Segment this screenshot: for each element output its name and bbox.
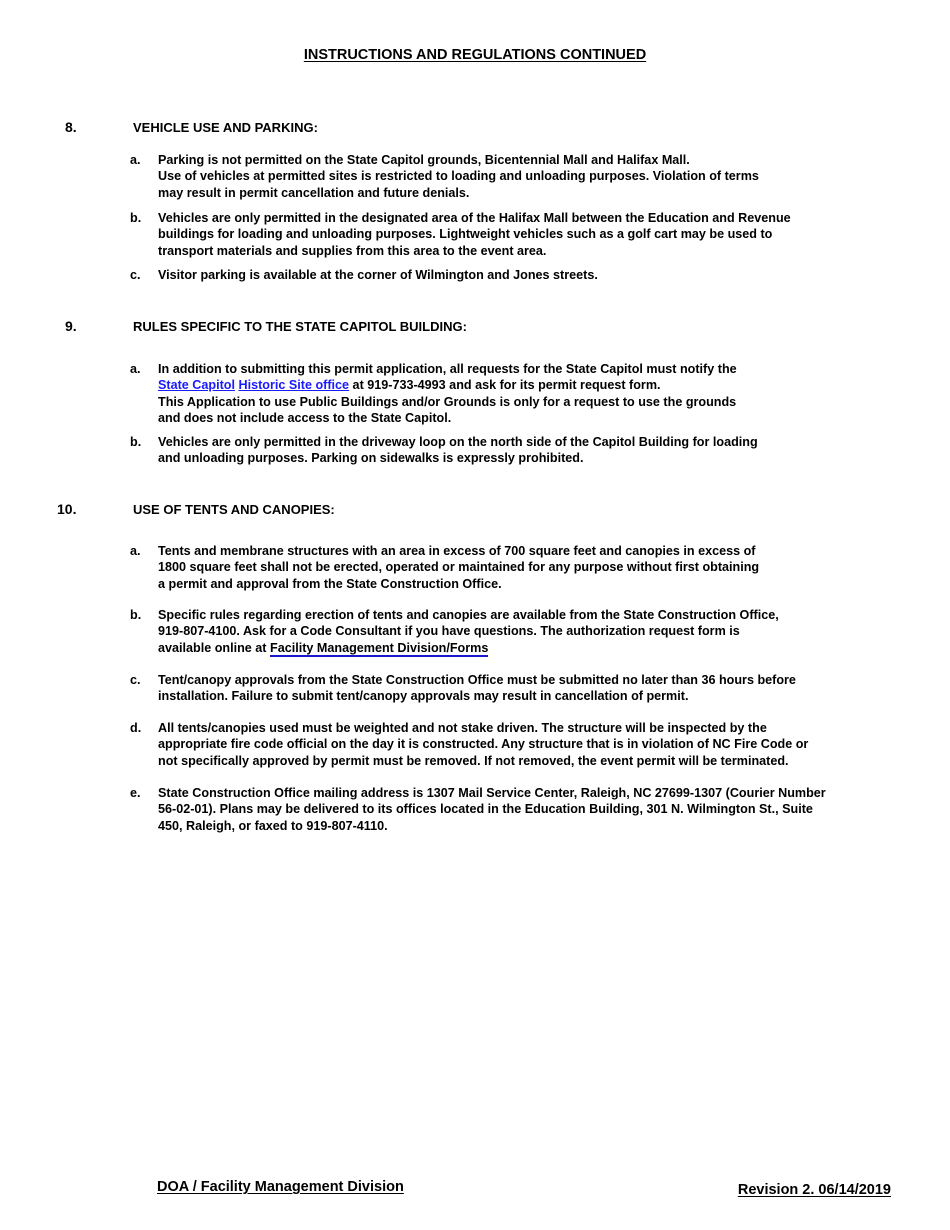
item-line: Visitor parking is available at the corner of Wilmington and Jones streets. xyxy=(158,268,598,282)
section-heading-state-capitol: RULES SPECIFIC TO THE STATE CAPITOL BUILDING: xyxy=(133,319,467,334)
footer-division: DOA / Facility Management Division xyxy=(157,1179,404,1195)
item-letter: a. xyxy=(130,362,141,376)
item-line: Tents and membrane structures with an area in excess of 700 square feet and canopies in excess of xyxy=(158,544,756,558)
historic-site-office-link[interactable]: Historic Site office xyxy=(238,378,350,393)
item-line: may result in permit cancellation and future denials. xyxy=(158,185,470,200)
item-letter: c. xyxy=(130,673,141,687)
section-heading-tents-canopies: USE OF TENTS AND CANOPIES: xyxy=(133,502,335,517)
item-line: Specific rules regarding erection of tents and canopies are available from the State Construction Office, xyxy=(158,608,779,622)
item-line-prefix: available online at xyxy=(158,640,270,655)
item-letter: b. xyxy=(130,211,142,225)
item-letter: b. xyxy=(130,608,142,622)
item-line: State Construction Office mailing address is 1307 Mail Service Center, Raleigh, NC 27699-1307 (Courier Number xyxy=(158,786,826,800)
section-heading-vehicle-use: VEHICLE USE AND PARKING: xyxy=(133,120,318,135)
item-line: 1800 square feet shall not be erected, operated or maintained for any purpose without first obtaining xyxy=(158,560,760,575)
item-line: a permit and approval from the State Construction Office. xyxy=(158,576,502,591)
item-line-with-link xyxy=(158,640,779,656)
item-line-rest: at 919-733-4993 and ask for its permit request form. xyxy=(349,378,661,393)
item-line: In addition to submitting this permit application, all requests for the State Capitol must notify the xyxy=(158,362,737,376)
item-line: 56-02-01). Plans may be delivered to its offices located in the Education Building, 301 N. Wilmington St., Suite xyxy=(158,802,813,817)
state-capitol-link[interactable]: State Capitol xyxy=(158,378,235,393)
item-line: transport materials and supplies from this area to the event area. xyxy=(158,243,547,258)
item-line: and does not include access to the State Capitol. xyxy=(158,411,452,426)
item-line-with-links xyxy=(158,377,737,393)
item-line: buildings for loading and unloading purposes. Lightweight vehicles such as a golf cart may be used to xyxy=(158,227,773,242)
facility-management-forms-link[interactable]: Facility Management Division/Forms xyxy=(270,640,489,655)
section-number-8: 8. xyxy=(65,119,77,135)
item-letter: a. xyxy=(130,544,141,558)
item-letter: b. xyxy=(130,435,142,449)
item-line: appropriate fire code official on the day it is constructed. Any structure that is in violation of NC Fire Code or xyxy=(158,737,809,752)
footer-revision: Revision 2. 06/14/2019 xyxy=(737,1182,891,1198)
item-line: and unloading purposes. Parking on sidewalks is expressly prohibited. xyxy=(158,451,584,466)
item-line: not specifically approved by permit must be removed. If not removed, the event permit will be terminated. xyxy=(158,753,789,768)
item-line: installation. Failure to submit tent/canopy approvals may result in cancellation of permit. xyxy=(158,689,689,704)
item-line: Use of vehicles at permitted sites is restricted to loading and unloading purposes. Violation of terms xyxy=(158,169,759,184)
item-line: 919-807-4100. Ask for a Code Consultant if you have questions. The authorization request form is xyxy=(158,624,740,639)
item-line: All tents/canopies used must be weighted and not stake driven. The structure will be inspected by the xyxy=(158,721,767,735)
section-number-9: 9. xyxy=(65,318,77,334)
item-line: Vehicles are only permitted in the designated area of the Halifax Mall between the Education and Revenue xyxy=(158,211,791,225)
item-line: This Application to use Public Buildings and/or Grounds is only for a request to use the grounds xyxy=(158,394,737,409)
item-letter: e. xyxy=(130,786,141,800)
item-letter: d. xyxy=(130,721,142,735)
item-letter: c. xyxy=(130,268,141,282)
item-line: Vehicles are only permitted in the driveway loop on the north side of the Capitol Building for loading xyxy=(158,435,758,449)
item-letter: a. xyxy=(130,153,141,167)
item-line: 450, Raleigh, or faxed to 919-807-4110. xyxy=(158,818,388,833)
section-number-10: 10. xyxy=(57,501,77,517)
item-line: Parking is not permitted on the State Capitol grounds, Bicentennial Mall and Halifax Mall. xyxy=(158,153,690,167)
page-title: INSTRUCTIONS AND REGULATIONS CONTINUED xyxy=(303,47,647,63)
item-line: Tent/canopy approvals from the State Construction Office must be submitted no later than 36 hours before xyxy=(158,673,796,687)
